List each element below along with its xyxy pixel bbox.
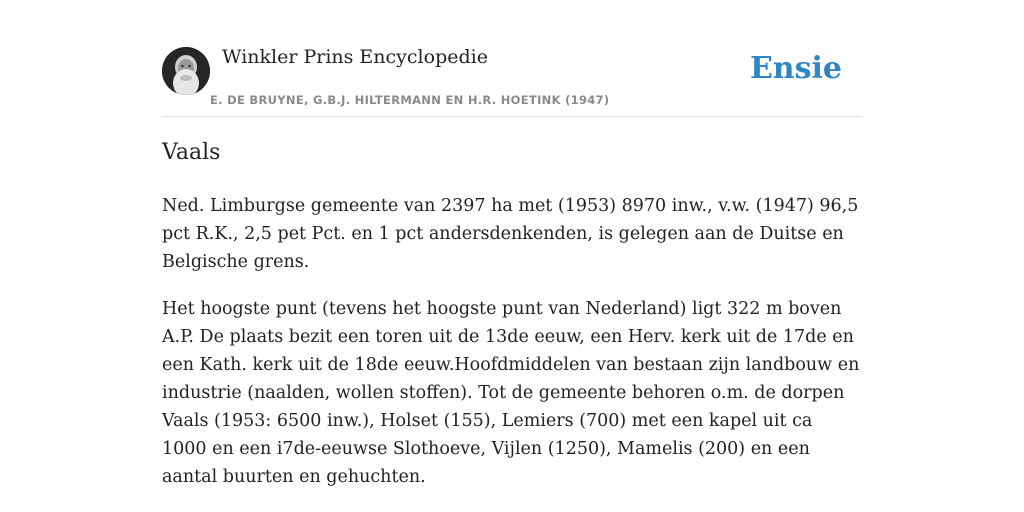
source-authors: E. DE BRUYNE, G.B.J. HILTERMANN EN H.R. HOETINK (1947): [210, 93, 610, 107]
brand-logo[interactable]: Ensie: [749, 51, 842, 86]
article-title: Vaals: [162, 140, 221, 165]
author-avatar: [162, 47, 210, 95]
source-header: [162, 42, 862, 117]
article-paragraph: Ned. Limburgse gemeente van 2397 ha met (1953) 8970 inw., v.w. (1947) 96,5 pct R.K., 2,5 pet Pct. en 1 pct andersdenkenden, is gelegen aan de Duitse en Belgische grens.: [162, 196, 859, 272]
source-title[interactable]: Winkler Prins Encyclopedie: [222, 46, 488, 68]
article-paragraph: Het hoogste punt (tevens het hoogste punt van Nederland) ligt 322 m boven A.P. De plaats bezit een toren uit de 13de eeuw, een Herv. kerk uit de 17de en een Kath. kerk uit de 18de eeuw.Hoofdmiddelen van bestaan zijn landbouw en industrie (naalden, wollen stoffen). Tot de gemeente behoren o.m. de dorpen Vaals (1953: 6500 inw.), Holset (155), Lemiers (700) met een kapel uit ca 1000 en een i7de-eeuwse Slothoeve, Vijlen (1250), Mamelis (200) en een aantal buurten en gehuchten.: [162, 299, 860, 487]
portrait-image: [162, 47, 210, 95]
